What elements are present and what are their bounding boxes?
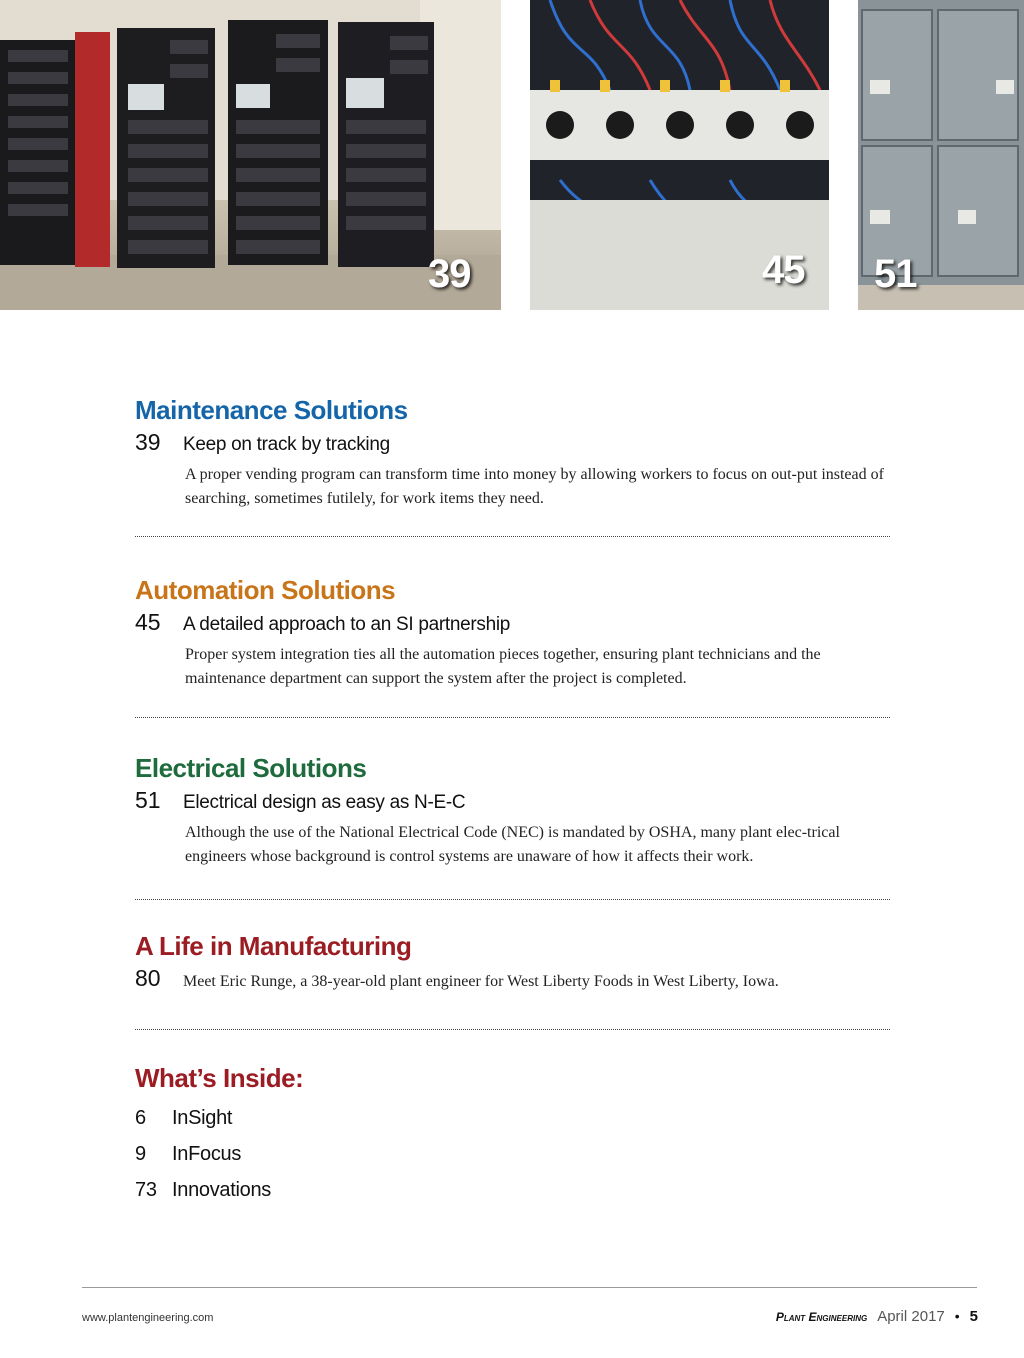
item-label: InSight <box>172 1107 233 1129</box>
list-item[interactable] <box>135 1172 271 1208</box>
whats-inside-section <box>135 1062 895 1094</box>
article-page-number: 45 <box>135 609 161 635</box>
item-label: Innovations <box>172 1179 271 1201</box>
issue-date: April 2017 <box>877 1308 945 1325</box>
whats-inside-list <box>135 1100 271 1208</box>
section-title: A Life in Manufacturing <box>135 931 412 961</box>
item-page-number: 9 <box>135 1143 146 1165</box>
section-title: Maintenance Solutions <box>135 395 408 425</box>
article-headline[interactable]: A detailed approach to an SI partnership <box>183 614 511 635</box>
magazine-name: Plant Engineering <box>775 1310 868 1324</box>
list-item[interactable] <box>135 1136 271 1172</box>
item-page-number: 73 <box>135 1179 157 1201</box>
footer-rule <box>82 1287 977 1288</box>
article-description: Although the use of the National Electrical Code (NEC) is mandated by OSHA, many plant elec-trical engineers whose background is control systems are unaware of how it affects their work. <box>185 824 840 865</box>
section-divider <box>135 536 890 537</box>
life-in-manufacturing-section <box>135 930 895 996</box>
article-headline[interactable]: Keep on track by tracking <box>183 434 390 455</box>
section-divider <box>135 717 890 718</box>
footer-info <box>776 1308 978 1325</box>
article-description: Proper system integration ties all the automation pieces together, ensuring plant technicians and the maintenance department can support the system after the project is completed. <box>185 646 821 687</box>
section-divider <box>135 899 890 900</box>
section-divider <box>135 1029 890 1030</box>
vending-machines-illustration <box>0 0 501 310</box>
maintenance-solutions-section <box>135 394 895 511</box>
section-title: Electrical Solutions <box>135 753 367 783</box>
separator-dot: • <box>954 1308 960 1324</box>
switchgear-photo <box>858 0 1024 310</box>
article-page-number: 51 <box>135 787 161 813</box>
automation-solutions-section <box>135 574 895 691</box>
vending-machines-photo <box>0 0 501 310</box>
photo-page-number: 51 <box>874 252 917 296</box>
wiring-panel-photo <box>530 0 829 310</box>
section-title: What’s Inside: <box>135 1063 304 1093</box>
website-url[interactable]: www.plantengineering.com <box>82 1312 214 1324</box>
item-page-number: 6 <box>135 1107 146 1129</box>
article-description: A proper vending program can transform time into money by allowing workers to focus on out-put instead of searching, sometimes futilely, for work items they need. <box>185 466 884 507</box>
article-headline[interactable]: Electrical design as easy as N-E-C <box>183 792 466 813</box>
item-label: InFocus <box>172 1143 242 1165</box>
electrical-solutions-section <box>135 752 895 869</box>
photo-page-number: 39 <box>428 252 471 296</box>
article-page-number: 80 <box>135 965 161 991</box>
page-number: 5 <box>969 1308 978 1325</box>
article-page-number: 39 <box>135 429 161 455</box>
photo-page-number: 45 <box>762 248 805 292</box>
article-description[interactable]: Meet Eric Runge, a 38-year-old plant engineer for West Liberty Foods in West Liberty, Iowa. <box>183 973 779 990</box>
list-item[interactable] <box>135 1100 271 1136</box>
section-title: Automation Solutions <box>135 575 396 605</box>
